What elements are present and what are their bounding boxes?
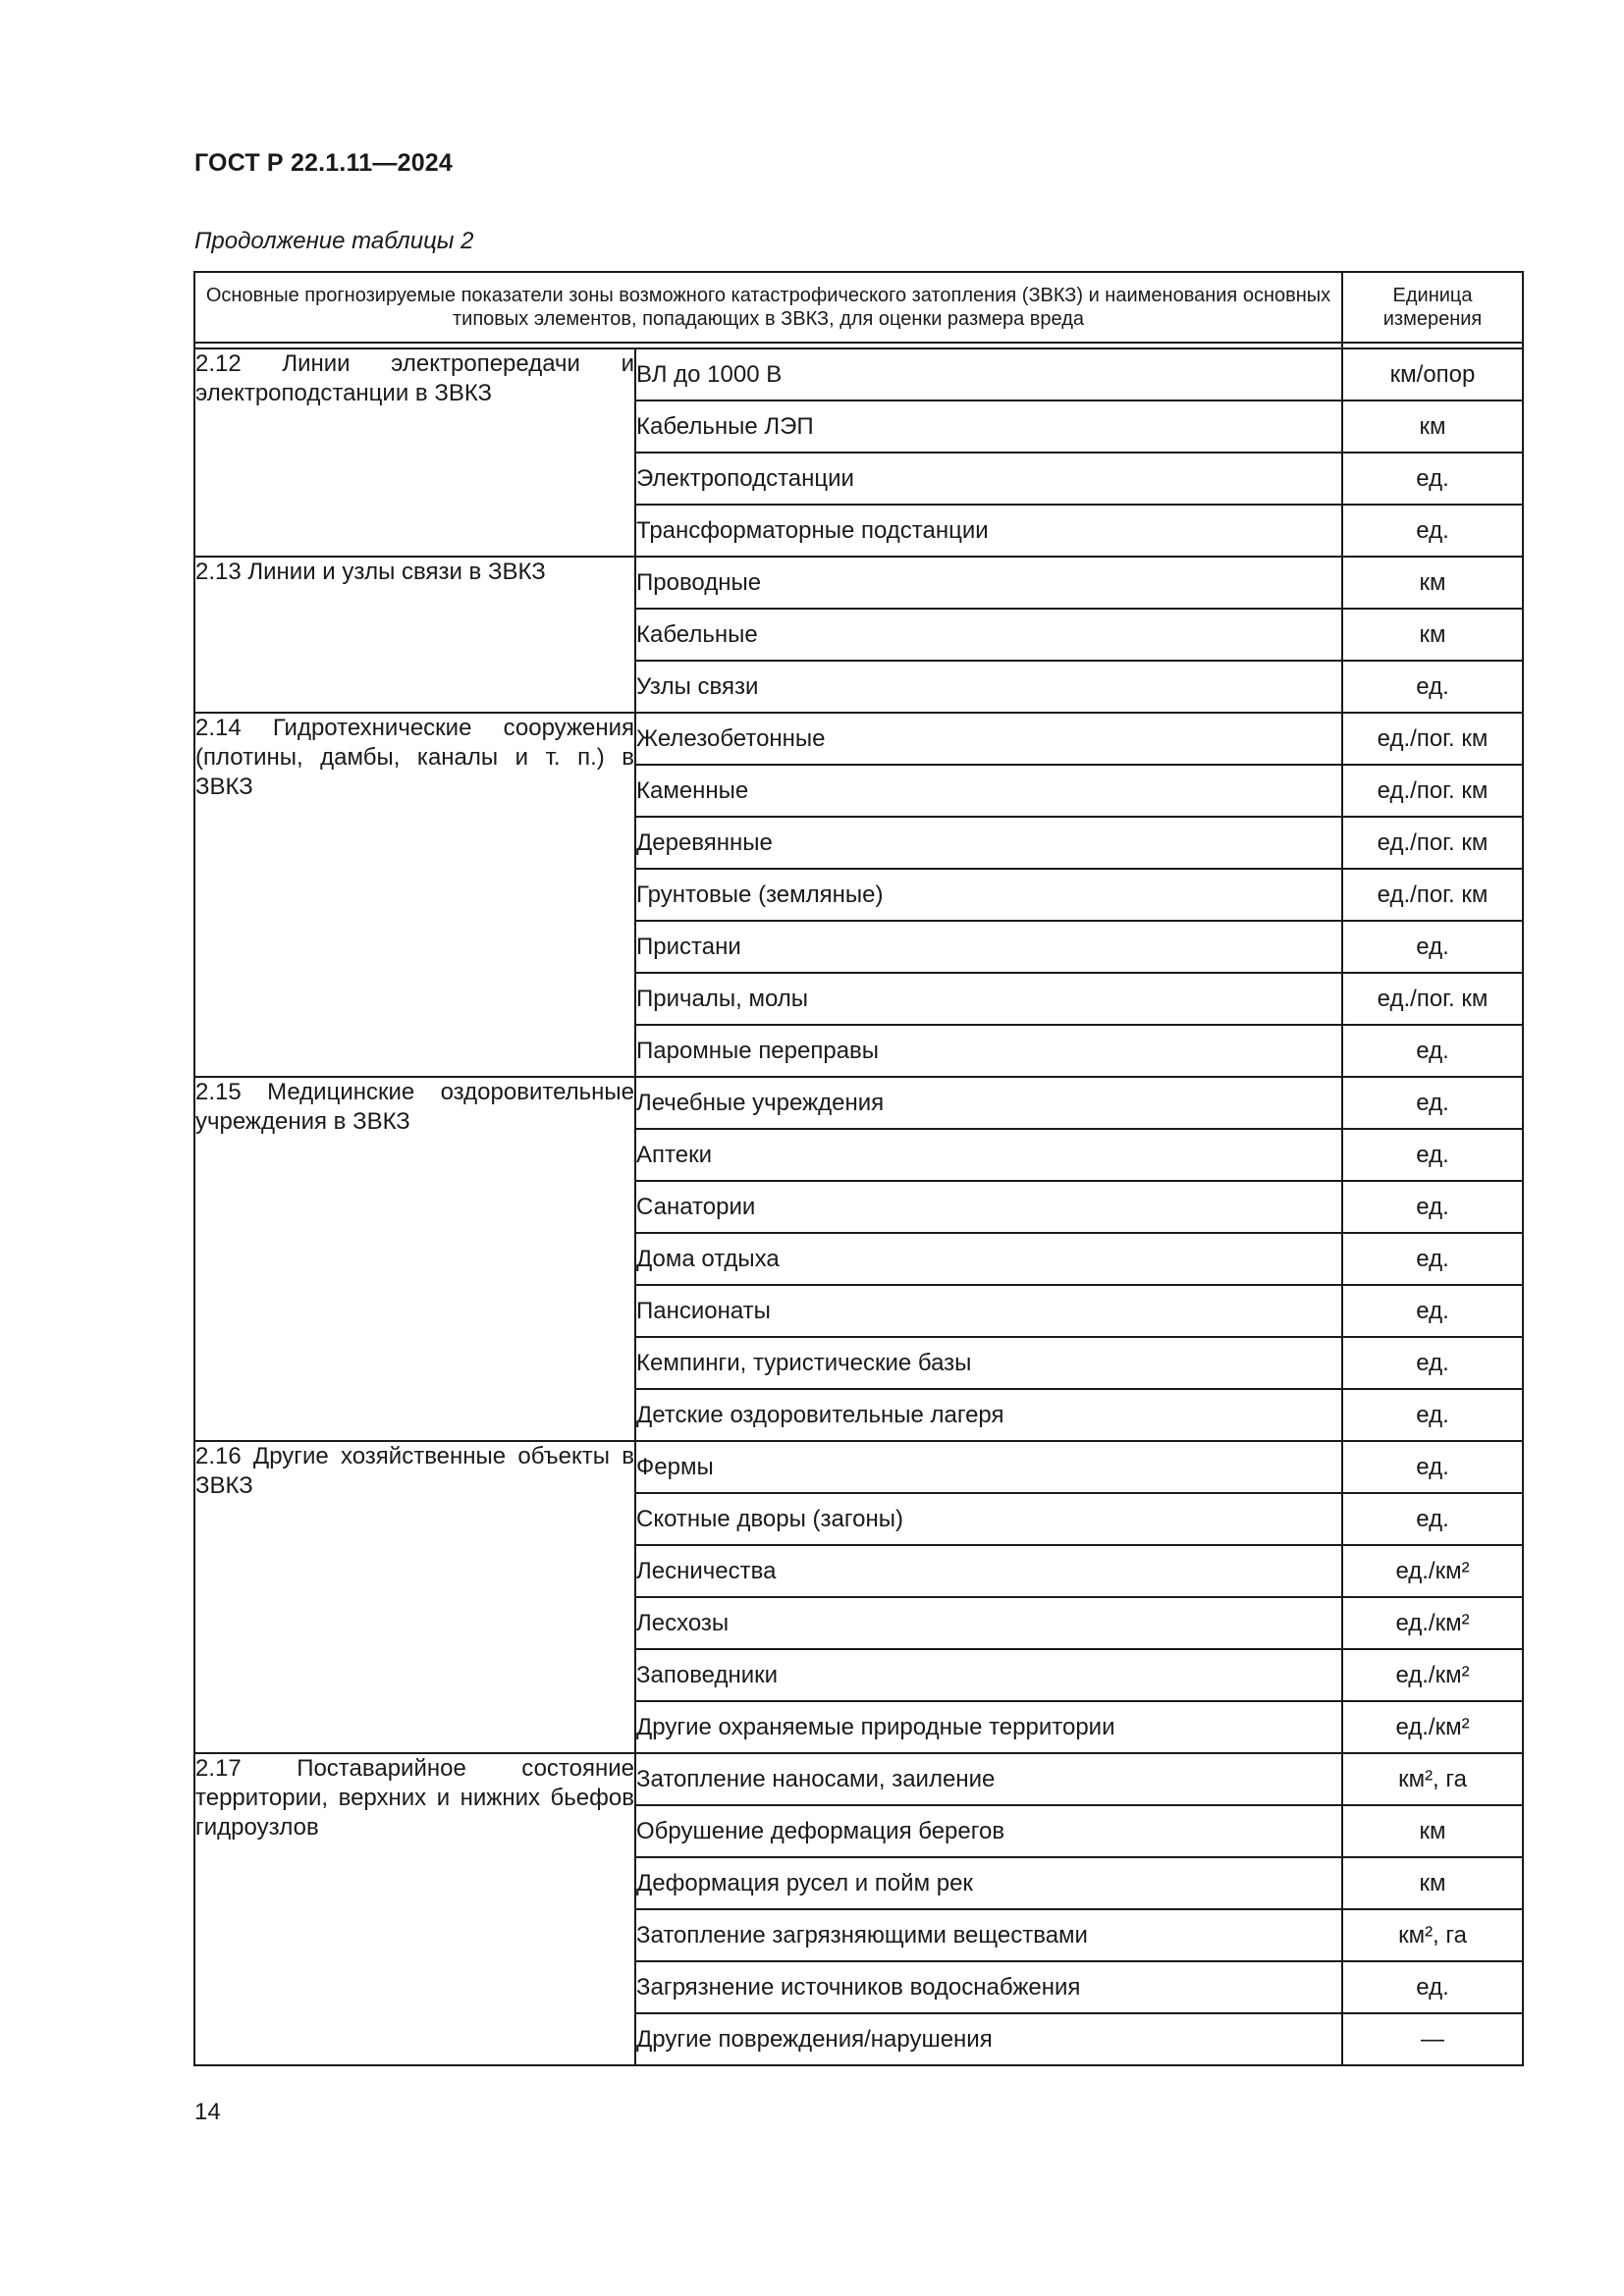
element-cell: Детские оздоровительные лагеря [635, 1389, 1342, 1441]
damage-indicators-table [193, 271, 1524, 2066]
table-row [194, 348, 1523, 400]
unit-cell: ед./пог. км [1342, 869, 1523, 921]
element-cell: Кемпинги, туристические базы [635, 1337, 1342, 1389]
table-body [194, 348, 1523, 2065]
element-cell: Затопление наносами, заиление [635, 1753, 1342, 1805]
element-cell: Фермы [635, 1441, 1342, 1493]
element-cell: Каменные [635, 765, 1342, 817]
header-unit: Единица измерения [1342, 272, 1523, 343]
unit-cell: км [1342, 1857, 1523, 1909]
unit-cell: ед./км² [1342, 1649, 1523, 1701]
unit-cell: ед./пог. км [1342, 817, 1523, 869]
unit-cell: км/опор [1342, 348, 1523, 400]
element-cell: Проводные [635, 557, 1342, 609]
element-cell: Электроподстанции [635, 453, 1342, 505]
table-caption: Продолжение таблицы 2 [194, 228, 474, 254]
unit-cell: ед. [1342, 1961, 1523, 2013]
element-cell: Узлы связи [635, 661, 1342, 713]
category-cell: 2.16 Другие хозяйственные объекты в ЗВКЗ [194, 1441, 635, 1753]
unit-cell: км², га [1342, 1753, 1523, 1805]
unit-cell: ед. [1342, 661, 1523, 713]
element-cell: Затопление загрязняющими веществами [635, 1909, 1342, 1961]
unit-cell: ед./пог. км [1342, 973, 1523, 1025]
category-cell: 2.12 Линии электропередачи и электроподстанции в ЗВКЗ [194, 348, 635, 557]
unit-cell: ед. [1342, 1025, 1523, 1077]
unit-cell: ед. [1342, 1181, 1523, 1233]
table-row [194, 1441, 1523, 1493]
category-cell: 2.14 Гидротехнические сооружения (плотины, дамбы, каналы и т. п.) в ЗВКЗ [194, 713, 635, 1077]
element-cell: Лесничества [635, 1545, 1342, 1597]
element-cell: Трансформаторные подстанции [635, 505, 1342, 557]
unit-cell: ед./км² [1342, 1701, 1523, 1753]
unit-cell: ед. [1342, 1337, 1523, 1389]
element-cell: Заповедники [635, 1649, 1342, 1701]
element-cell: Деформация русел и пойм рек [635, 1857, 1342, 1909]
element-cell: Грунтовые (земляные) [635, 869, 1342, 921]
page-number: 14 [194, 2099, 221, 2125]
element-cell: Аптеки [635, 1129, 1342, 1181]
unit-cell: ед./км² [1342, 1597, 1523, 1649]
unit-cell: ед./пог. км [1342, 713, 1523, 765]
element-cell: Кабельные [635, 609, 1342, 661]
element-cell: Паромные переправы [635, 1025, 1342, 1077]
unit-cell: ед. [1342, 505, 1523, 557]
unit-cell: ед./км² [1342, 1545, 1523, 1597]
element-cell: Другие повреждения/нарушения [635, 2013, 1342, 2065]
unit-cell: ед. [1342, 1493, 1523, 1545]
document-code: ГОСТ Р 22.1.11—2024 [194, 149, 454, 177]
element-cell: Пристани [635, 921, 1342, 973]
unit-cell: км², га [1342, 1909, 1523, 1961]
unit-cell: ед. [1342, 1233, 1523, 1285]
unit-cell: км [1342, 557, 1523, 609]
element-cell: Загрязнение источников водоснабжения [635, 1961, 1342, 2013]
table-row [194, 1077, 1523, 1129]
element-cell: Скотные дворы (загоны) [635, 1493, 1342, 1545]
element-cell: Дома отдыха [635, 1233, 1342, 1285]
unit-cell: ед. [1342, 1389, 1523, 1441]
element-cell: Лечебные учреждения [635, 1077, 1342, 1129]
unit-cell: — [1342, 2013, 1523, 2065]
unit-cell: ед. [1342, 1129, 1523, 1181]
element-cell: Обрушение деформация берегов [635, 1805, 1342, 1857]
element-cell: Другие охраняемые природные территории [635, 1701, 1342, 1753]
unit-cell: км [1342, 609, 1523, 661]
element-cell: Санатории [635, 1181, 1342, 1233]
unit-cell: ед. [1342, 453, 1523, 505]
unit-cell: км [1342, 1805, 1523, 1857]
element-cell: Причалы, молы [635, 973, 1342, 1025]
table-row [194, 713, 1523, 765]
unit-cell: ед./пог. км [1342, 765, 1523, 817]
unit-cell: ед. [1342, 1285, 1523, 1337]
element-cell: ВЛ до 1000 В [635, 348, 1342, 400]
category-cell: 2.15 Медицинские оздоровительные учреждения в ЗВКЗ [194, 1077, 635, 1441]
unit-cell: ед. [1342, 921, 1523, 973]
unit-cell: ед. [1342, 1077, 1523, 1129]
element-cell: Деревянные [635, 817, 1342, 869]
unit-cell: км [1342, 400, 1523, 453]
unit-cell: ед. [1342, 1441, 1523, 1493]
element-cell: Железобетонные [635, 713, 1342, 765]
element-cell: Кабельные ЛЭП [635, 400, 1342, 453]
category-cell: 2.13 Линии и узлы связи в ЗВКЗ [194, 557, 635, 713]
element-cell: Пансионаты [635, 1285, 1342, 1337]
table-row [194, 557, 1523, 609]
header-indicators: Основные прогнозируемые показатели зоны возможного катастрофического затопления (ЗВКЗ) и наименования основных типовых элементов, попадающих в ЗВКЗ, для оценки размера вреда [194, 272, 1342, 343]
category-cell: 2.17 Поставарийное состояние территории, верхних и нижних бьефов гидроузлов [194, 1753, 635, 2065]
table-row [194, 1753, 1523, 1805]
element-cell: Лесхозы [635, 1597, 1342, 1649]
